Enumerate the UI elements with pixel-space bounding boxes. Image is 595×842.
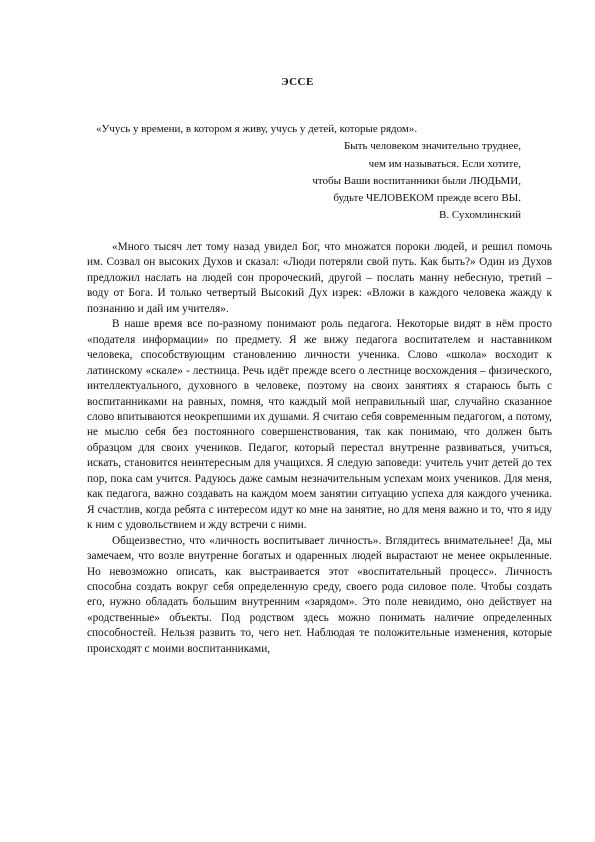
essay-body (87, 240, 552, 657)
epigraph-line: чтобы Ваши воспитанники были ЛЮДЬМИ, (312, 174, 521, 187)
paragraph: «Много тысяч лет тому назад увидел Бог, что множатся пороки людей, и решил помочь им. Созвал он высоких Духов и сказал: «Люди потеряли свой путь. Как быть?» Один из Духов предложил наслать на людей сон пророческий, другой – послать манну небесную, третий – воду от Бога. И только четвертый Высокий Дух изрек: «Вложи в каждого человека жажду к познанию и дай им учителя». (87, 241, 552, 315)
epigraph-quote: «Учусь у времени, в котором я живу, учусь у детей, которые рядом». (96, 123, 418, 135)
paragraph: В наше время все по-разному понимают роль педагога. Некоторые видят в нём просто «подателя информации» по предмету. Я же вижу педагога воспитателем и наставником человека, способствующим становлению личности ученика. Слово «школа» восходит к латинскому «скале» - лестница. Речь идёт прежде всего о лестнице восхождения – физического, интеллектуального, духовного в человеке, поэтому на своих занятиях я стараюсь быть с воспитанниками на равных, помня, что каждый мой неправильный шаг, случайно сказанное слово впитываются неокрепшими их душами. Я считаю себя современным педагогом, а потому, не мыслю себя без постоянного совершенствования, так как понимаю, что должен быть образцом для своих учеников. Педагог, который перестал внутренне развиваться, учиться, искать, становится неинтересным для учащихся. Я следую заповеди: учитель учит детей до тех пор, пока сам учится. Радуюсь даже самым незначительным успехам моих учеников. Для меня, как педагога, важно создавать на каждом моем занятии ситуацию успеха для каждого ученика. Я счастлив, когда ребята с интересом идут ко мне на занятие, но для меня важно и то, что я иду к ним с удовольствием и жду встречи с ними. (87, 318, 552, 532)
epigraph-author: В. Сухомлинский (439, 209, 521, 222)
epigraph (96, 121, 521, 225)
epigraph-line: Быть человеком значительно труднее, (343, 140, 521, 153)
epigraph-line: будьте ЧЕЛОВЕКОМ прежде всего ВЫ. (333, 192, 521, 205)
paragraph: Общеизвестно, что «личность воспитывает личность». Вглядитесь внимательнее! Да, мы замечаем, что возле внутренне богатых и одаренных людей вырастают не менее окрыленные. Но невозможно описать, как выстраивается этот «воспитательный процесс». Личность способна создать вокруг себя определенную среду, своего рода силовое поле. Чтобы создать его, нужно обладать большим внутренним «зарядом». Это поле невидимо, оно действует на «родственные» объекты. Под родством здесь можно понимать наличие определенных способностей. Нельзя развить то, чего нет. Наблюдая те положительные изменения, которые происходят с моими воспитанниками, (87, 534, 552, 655)
epigraph-line: чем им называться. Если хотите, (368, 157, 521, 170)
page-title: ЭССЕ (281, 76, 314, 88)
